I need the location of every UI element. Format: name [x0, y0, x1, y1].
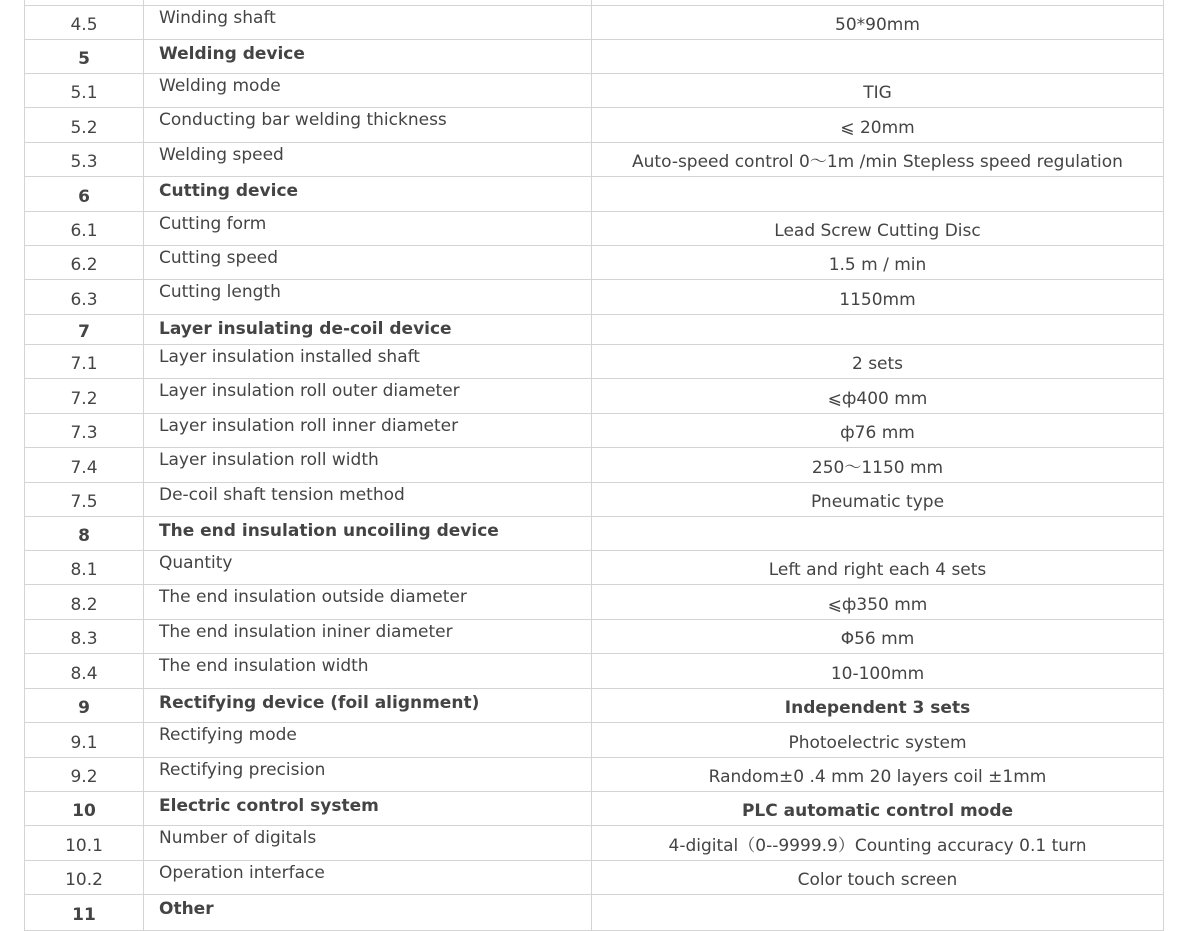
row-value: Color touch screen [592, 861, 1164, 895]
table-row [25, 6, 1164, 40]
row-number: 7.1 [25, 345, 144, 379]
row-number: 10.2 [25, 861, 144, 895]
spec-table-body [25, 0, 1164, 931]
row-item: The end insulation ininer diameter [144, 620, 592, 654]
row-number: 6.2 [25, 246, 144, 280]
row-item: Layer insulation installed shaft [144, 345, 592, 379]
row-item: Number of digitals [144, 826, 592, 861]
row-value: ⩽ф400 mm [592, 379, 1164, 414]
table-row [25, 585, 1164, 620]
table-row [25, 483, 1164, 517]
table-row [25, 792, 1164, 826]
table-row [25, 345, 1164, 379]
table-row [25, 895, 1164, 931]
row-item: Layer insulation roll outer diameter [144, 379, 592, 414]
table-row [25, 212, 1164, 246]
row-item: Cutting form [144, 212, 592, 246]
row-item: The end insulation outside diameter [144, 585, 592, 620]
row-value: Lead Screw Cutting Disc [592, 212, 1164, 246]
row-value: 4-digital（0--9999.9）Counting accuracy 0.1 turn [592, 826, 1164, 861]
table-row [25, 280, 1164, 315]
row-item: The end insulation uncoiling device [144, 517, 592, 551]
row-value: TIG [592, 74, 1164, 108]
row-item: The end insulation width [144, 654, 592, 689]
row-item: Cutting length [144, 280, 592, 315]
table-row [25, 689, 1164, 723]
row-number: 8.1 [25, 551, 144, 585]
row-number: 5.2 [25, 108, 144, 143]
row-item: Layer insulation roll inner diameter [144, 414, 592, 448]
row-number: 7.5 [25, 483, 144, 517]
row-value [592, 315, 1164, 345]
table-row [25, 315, 1164, 345]
table-row [25, 74, 1164, 108]
table-row [25, 379, 1164, 414]
table-row [25, 414, 1164, 448]
table-row [25, 448, 1164, 483]
row-value: Left and right each 4 sets [592, 551, 1164, 585]
table-row [25, 143, 1164, 177]
row-number: 7 [25, 315, 144, 345]
row-number: 6.3 [25, 280, 144, 315]
row-number: 6 [25, 177, 144, 212]
row-value: 1.5 m / min [592, 246, 1164, 280]
row-number: 5 [25, 40, 144, 74]
row-value [592, 895, 1164, 931]
row-value [592, 517, 1164, 551]
table-row [25, 177, 1164, 212]
row-number: 10.1 [25, 826, 144, 861]
row-number: 8.4 [25, 654, 144, 689]
table-row [25, 40, 1164, 74]
row-number: 8.2 [25, 585, 144, 620]
table-row [25, 723, 1164, 758]
row-number: 6.1 [25, 212, 144, 246]
table-row [25, 551, 1164, 585]
table-row [25, 246, 1164, 280]
row-item: Winding shaft [144, 6, 592, 40]
row-number: 8 [25, 517, 144, 551]
row-number: 11 [25, 895, 144, 931]
row-value: Photoelectric system [592, 723, 1164, 758]
row-number: 9.1 [25, 723, 144, 758]
table-row [25, 826, 1164, 861]
row-item: Quantity [144, 551, 592, 585]
row-number: 7.2 [25, 379, 144, 414]
row-value: Auto-speed control 0～1m /min Stepless speed regulation [592, 143, 1164, 177]
row-value: 2 sets [592, 345, 1164, 379]
row-number: 10 [25, 792, 144, 826]
row-number: 7.4 [25, 448, 144, 483]
row-value: Independent 3 sets [592, 689, 1164, 723]
row-item: Rectifying device (foil alignment) [144, 689, 592, 723]
row-item: Layer insulation roll width [144, 448, 592, 483]
table-row [25, 758, 1164, 792]
row-item: Welding mode [144, 74, 592, 108]
row-number: 9.2 [25, 758, 144, 792]
table-row [25, 620, 1164, 654]
row-item: Operation interface [144, 861, 592, 895]
row-value: 1150mm [592, 280, 1164, 315]
row-number: 4.5 [25, 6, 144, 40]
row-value: ⩽ф350 mm [592, 585, 1164, 620]
row-item: Cutting device [144, 177, 592, 212]
row-item: Rectifying precision [144, 758, 592, 792]
row-value: PLC automatic control mode [592, 792, 1164, 826]
row-value: Random±0 .4 mm 20 layers coil ±1mm [592, 758, 1164, 792]
row-value: ф76 mm [592, 414, 1164, 448]
table-row [25, 861, 1164, 895]
row-item: Layer insulating de-coil device [144, 315, 592, 345]
row-item: Other [144, 895, 592, 931]
row-number: 9 [25, 689, 144, 723]
row-item: De-coil shaft tension method [144, 483, 592, 517]
table-row [25, 654, 1164, 689]
spec-table [24, 0, 1164, 931]
row-item: Conducting bar welding thickness [144, 108, 592, 143]
row-number: 7.3 [25, 414, 144, 448]
row-value: 10-100mm [592, 654, 1164, 689]
row-number: 8.3 [25, 620, 144, 654]
row-number: 5.1 [25, 74, 144, 108]
row-value: Pneumatic type [592, 483, 1164, 517]
table-row [25, 108, 1164, 143]
row-value: 50*90mm [592, 6, 1164, 40]
row-item: Cutting speed [144, 246, 592, 280]
row-value: Φ56 mm [592, 620, 1164, 654]
row-number: 5.3 [25, 143, 144, 177]
table-row [25, 517, 1164, 551]
row-value [592, 177, 1164, 212]
row-value: 250～1150 mm [592, 448, 1164, 483]
row-value: ⩽ 20mm [592, 108, 1164, 143]
row-item: Electric control system [144, 792, 592, 826]
row-item: Welding device [144, 40, 592, 74]
row-value [592, 40, 1164, 74]
row-item: Welding speed [144, 143, 592, 177]
row-item: Rectifying mode [144, 723, 592, 758]
